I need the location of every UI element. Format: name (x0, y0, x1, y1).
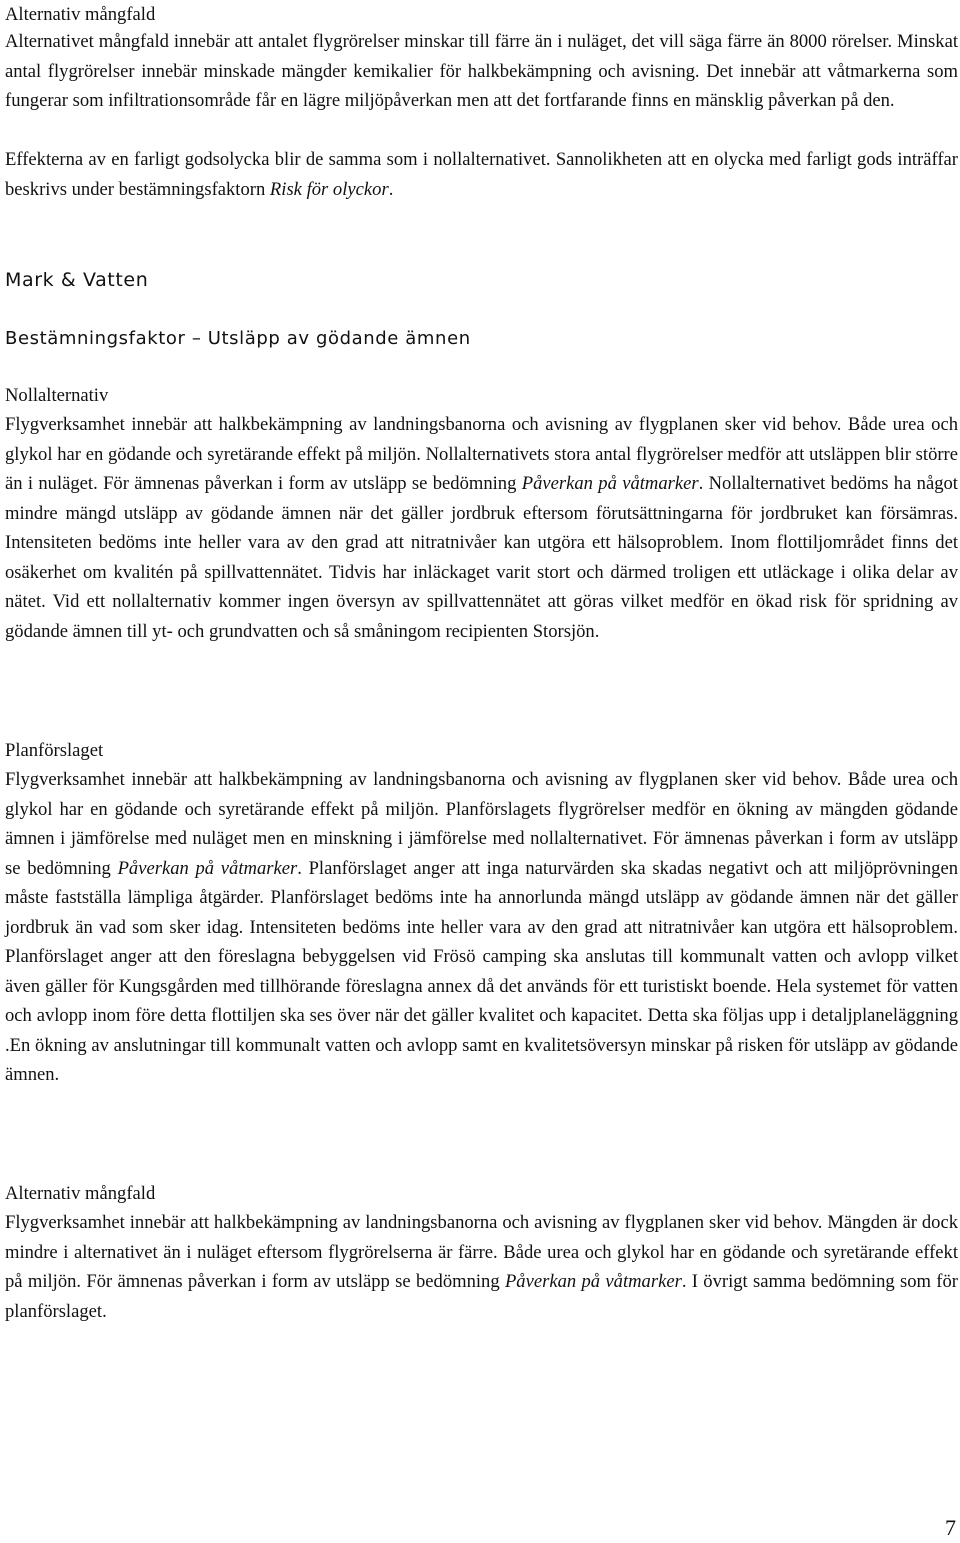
page-number: 7 (945, 1515, 956, 1540)
alternativ-mangfald-heading: Alternativ mångfald (5, 1183, 156, 1204)
intro-paragraph-2-end: . (388, 178, 394, 200)
alternativ-mangfald-text-a: Flygverksamhet innebär att halkbekämpning av landningsbanorna och avisning av flygplanen sker vid behov. Mängden är dock mindre i alternativet än i nuläget eftersom flygrörelserna är färre. Både urea och glykol har en gödande och syretärande effekt på miljön. För ämnenas påverkan i form av utsläpp se bedömning (5, 1212, 958, 1292)
intro-heading: Alternativ mångfald (5, 4, 156, 25)
nollalternativ-text-b: . Nollalternativet bedöms ha något mindre mängd utsläpp av gödande ämnen när det gäller jordbruk eftersom förutsättningarna för jordbruket kan försämras. Intensiteten bedöms inte heller vara av den grad att nitratnivåer kan utgöra ett hälsoproblem. Inom flottiljområdet finns det osäkerhet om kvalitén på spillvattennätet. Tidvis har inläckaget varit stort och därmed troligen ett utläckage i olika delar av nätet. Vid ett nollalternativ kommer ingen översyn av spillvattennätet att göras vilket medför en ökad risk för spridning av gödande ämnen till yt- och grundvatten och så småningom recipienten Storsjön. (5, 473, 958, 642)
planforslaget-paragraph (5, 765, 958, 1090)
alternativ-mangfald-italic: Påverkan på våtmarker (504, 1271, 682, 1292)
nollalternativ-italic: Påverkan på våtmarker (521, 473, 699, 494)
section-title: Mark & Vatten (5, 269, 149, 291)
alternativ-mangfald-paragraph (5, 1208, 958, 1326)
nollalternativ-text-a: Flygverksamhet innebär att halkbekämpning av landningsbanorna och avisning av flygplanen sker vid behov. Både urea och glykol har en gödande och syretärande effekt på miljön. Nollalternativets stora antal flygrörelser medför att utsläppen blir större än i nuläget. För ämnenas påverkan i form av utsläpp se bedömning (5, 414, 958, 494)
intro-paragraph-2-italic: Risk för olyckor (269, 178, 389, 200)
planforslaget-heading: Planförslaget (5, 740, 104, 761)
planforslaget-text-a: Flygverksamhet innebär att halkbekämpning av landningsbanorna och avisning av flygplanen sker vid behov. Både urea och glykol har en gödande och syretärande effekt på miljön. Planförslagets flygrörelser medför en ökning av mängden gödande ämnen i jämförelse med nuläget men en minskning i jämförelse med nollalternativet. För ämnenas påverkan i form av utsläpp se bedömning (5, 769, 958, 879)
nollalternativ-paragraph (5, 410, 958, 646)
planforslaget-italic: Påverkan på våtmarker (117, 857, 298, 879)
intro-paragraph-1: Alternativet mångfald innebär att antalet flygrörelser minskar till färre än i nuläget, det vill säga färre än 8000 rörelser. Minskat antal flygrörelser innebär minskade mängder kemikalier för halkbekämpning och avisning. Det innebär att våtmarkerna som fungerar som infiltrationsområde får en lägre miljöpåverkan men att det fortfarande finns en mänsklig påverkan på den. (5, 31, 958, 111)
planforslaget-text-b: . Planförslaget anger att inga naturvärden ska skadas negativt och att miljöprövningen måste fastställa lämpliga åtgärder. Planförslaget bedöms inte ha annorlunda mängd utsläpp av gödande ämnen när det gäller jordbruk än vad som sker idag. Intensiteten bedöms inte heller vara av den grad att nitratnivåer kan utgöra ett hälsoproblem. Planförslaget anger att den föreslagna bebyggelsen vid Frösö camping ska anslutas till kommunalt vatten och avlopp vilket även gäller för Kungsgården med tillhörande föreslagna annex då det används för ett turistiskt boende. Hela systemet för vatten och avlopp inom före detta flottiljen ska ses över när det gäller kvalitet och kapacitet. Detta ska följas upp i detaljplaneläggning .En ökning av anslutningar till kommunalt vatten och avlopp samt en kvalitetsöversyn minskar på risken för utsläpp av gödande ämnen. (5, 857, 958, 1085)
intro-paragraph-2-text: Effekterna av en farligt godsolycka blir de samma som i nollalternativet. Sannolikheten att en olycka med farligt gods inträffar beskrivs under bestämningsfaktorn (5, 149, 958, 200)
section-subtitle: Bestämningsfaktor – Utsläpp av gödande ämnen (5, 328, 471, 349)
intro-paragraph-2 (5, 145, 958, 204)
alternativ-mangfald-text-b: . I övrigt samma bedömning som för planförslaget. (5, 1271, 958, 1322)
nollalternativ-heading: Nollalternativ (5, 385, 109, 406)
